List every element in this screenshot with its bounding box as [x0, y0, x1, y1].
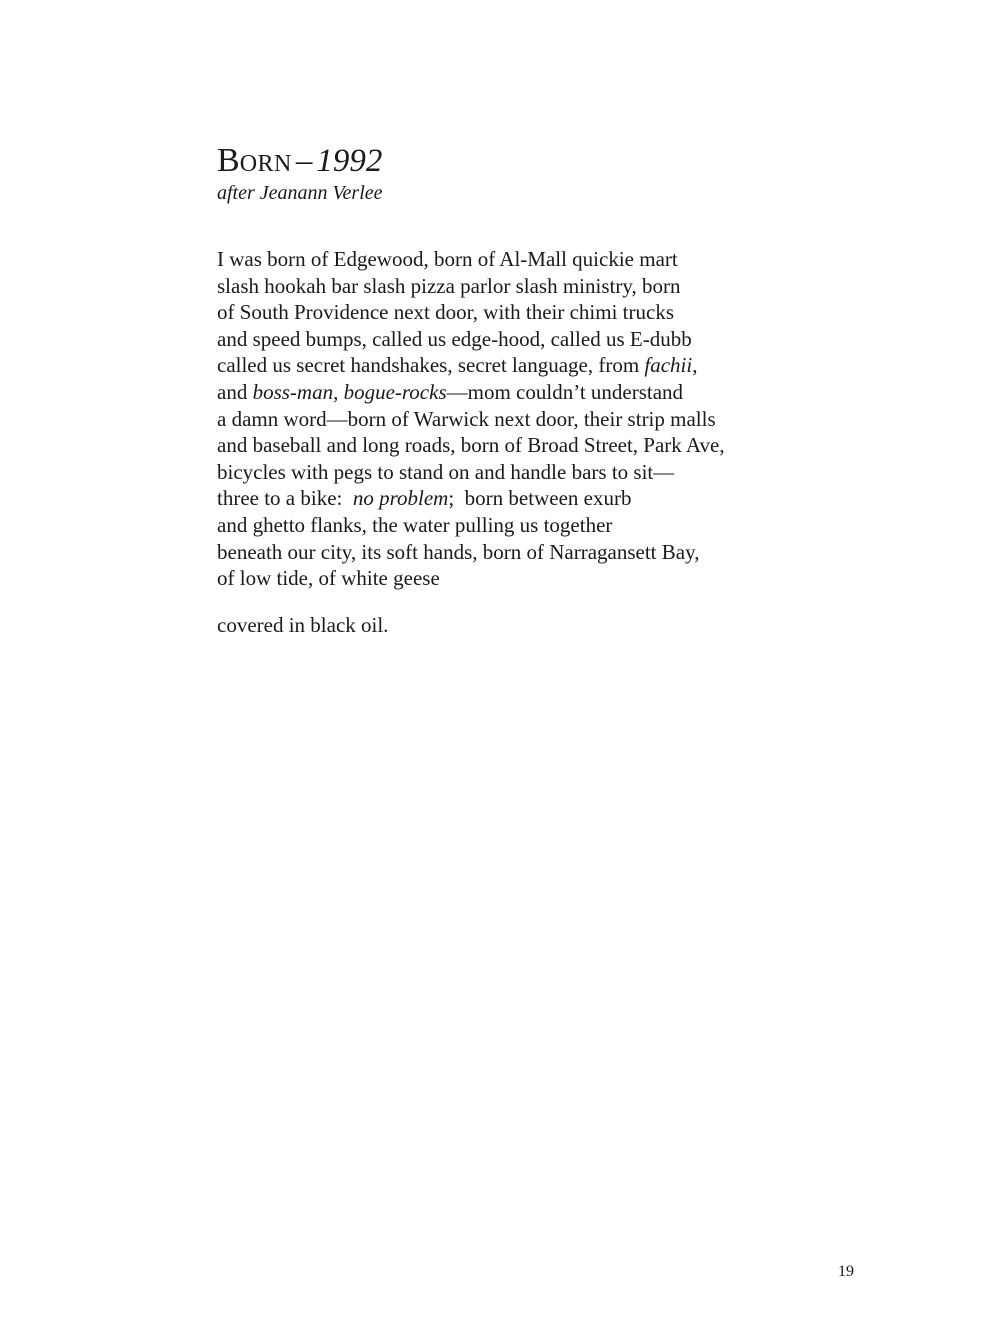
line-text: , — [333, 379, 344, 404]
poem-line — [217, 485, 725, 512]
poem-line: of South Providence next door, with their chimi trucks — [217, 300, 674, 325]
poem-title — [217, 142, 382, 183]
title-initial: B — [217, 142, 240, 179]
italic-word: no problem — [352, 486, 449, 511]
line-text: , — [692, 353, 698, 378]
line-text: called us secret handshakes, secret language, from — [217, 353, 645, 378]
poem-closing-line: covered in black oil. — [217, 613, 389, 637]
line-text: three to a bike: — [217, 486, 353, 511]
poem-stanza — [217, 246, 725, 592]
poem-line: slash hookah bar slash pizza parlor slash ministry, born — [217, 273, 681, 298]
poem-line: bicycles with pegs to stand on and handle bars to sit— — [217, 459, 675, 484]
line-text: and — [217, 379, 253, 404]
poem-dedication: after Jeanann Verlee — [217, 182, 383, 204]
page-number: 19 — [838, 1263, 854, 1280]
poem-line — [217, 352, 725, 379]
line-text: —mom couldn’t understand — [446, 379, 684, 404]
italic-word: boss-man — [252, 379, 334, 404]
poem-line: I was born of Edgewood, born of Al-Mall quickie mart — [217, 247, 678, 271]
poem-line: a damn word—born of Warwick next door, their strip malls — [217, 406, 716, 431]
title-dash: – — [295, 143, 313, 179]
poem-line: beneath our city, its soft hands, born of Narragansett Bay, — [217, 539, 700, 564]
poem-line: and ghetto flanks, the water pulling us together — [217, 512, 613, 537]
poem-line — [217, 379, 725, 406]
italic-word: bogue-rocks — [343, 379, 447, 404]
poem-line: of low tide, of white geese — [217, 566, 440, 591]
poem-line: and baseball and long roads, born of Broad Street, Park Ave, — [217, 433, 725, 458]
title-year: 1992 — [316, 143, 383, 179]
title-small-caps: ORN — [239, 151, 292, 177]
line-text: ; born between exurb — [448, 486, 632, 511]
poem-line: and speed bumps, called us edge-hood, called us E-dubb — [217, 326, 692, 351]
italic-word: fachii — [644, 353, 693, 378]
